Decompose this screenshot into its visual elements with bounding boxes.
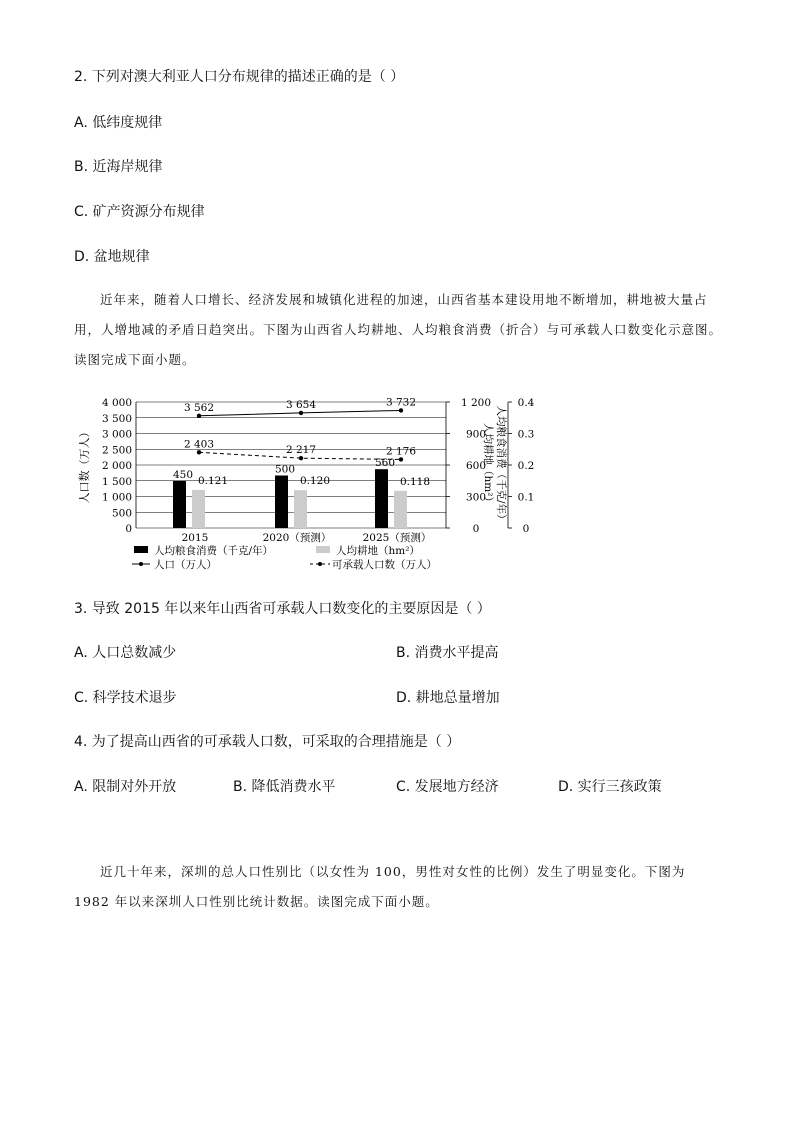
right-axis-1-tick-label: 300: [465, 491, 487, 504]
left-tick-label: 3 500: [101, 412, 132, 425]
left-axis-title: 人口数（万人）: [78, 426, 91, 504]
q4-stem: 4. 为了提高山西省的可承载人口数，可采取的合理措施是（ ）: [74, 734, 461, 750]
carrying-capacity-label: 2 403: [183, 438, 215, 451]
land-bar: [294, 490, 307, 528]
left-tick-label: 2 000: [101, 460, 132, 472]
legend-land-swatch: [316, 546, 330, 553]
q3-option-d: D. 耕地总量增加: [396, 690, 500, 706]
population-point: [299, 411, 303, 415]
left-tick-label: 1 000: [101, 491, 132, 504]
passage-shanxi: 近年来，随着人口增长、经济发展和城镇化进程的加速，山西省基本建设用地不断增加，耕地被大量占用，人增地减的矛盾日趋突出。下图为山西省人均耕地、人均粮食消费（折合）与可承载人口数变化示意图。读图完成下面小题。: [74, 292, 723, 367]
legend-population-label: 人口（万人）: [154, 559, 217, 571]
left-tick-label: 0: [125, 523, 132, 535]
legend-grain-swatch: [134, 546, 148, 553]
category-label: 2015: [181, 532, 209, 544]
right-axis-1-tick-label: 900: [465, 428, 487, 441]
q4-option-c: C. 发展地方经济: [396, 779, 499, 795]
legend-carrying-label: 可承载人口数（万人）: [332, 559, 437, 571]
q2-option-a: A. 低纬度规律: [74, 115, 163, 131]
grain-bar-label: 560: [374, 457, 396, 470]
population-label: 3 732: [385, 396, 417, 409]
right-axis-1-tick-label: 1 200: [460, 397, 492, 409]
grain-bar-label: 450: [172, 468, 194, 481]
legend-population-marker: [139, 562, 143, 566]
left-tick-label: 500: [111, 507, 132, 520]
q3-stem: 3. 导致 2015 年以来年山西省可承载人口数变化的主要原因是（ ）: [74, 601, 491, 617]
grain-bar: [275, 476, 288, 529]
q4-option-b: B. 降低消费水平: [233, 779, 336, 795]
grain-bar-label: 500: [274, 463, 296, 476]
q4-option-a: A. 限制对外开放: [74, 779, 177, 795]
category-label: 2020（预测）: [262, 532, 332, 544]
carrying-capacity-label: 2 176: [385, 445, 417, 458]
right-axis-2-tick-label: 0: [522, 523, 530, 535]
land-bar-label: 0.120: [299, 475, 331, 488]
left-tick-label: 3 000: [101, 428, 132, 441]
legend-grain-label: 人均粮食消费（千克/年）: [154, 545, 274, 557]
population-point: [197, 414, 201, 418]
population-label: 3 562: [183, 401, 215, 414]
carrying-capacity-label: 2 217: [285, 444, 317, 457]
right-axis-1-tick-label: 0: [472, 523, 480, 535]
category-label: 2025（预测）: [362, 532, 432, 544]
left-tick-label: 1 500: [101, 475, 132, 488]
right-axis-2-tick-label: 0.1: [517, 491, 535, 504]
left-tick-label: 2 500: [101, 444, 132, 457]
population-point: [399, 408, 403, 412]
land-bar-label: 0.118: [399, 475, 431, 488]
land-bar-label: 0.121: [197, 474, 229, 487]
legend-land-label: 人均耕地（hm²）: [336, 545, 420, 557]
q3-option-a: A. 人口总数减少: [74, 645, 177, 661]
q2-option-b: B. 近海岸规律: [74, 159, 163, 175]
land-bar: [394, 491, 407, 528]
q4-option-d: D. 实行三孩政策: [558, 779, 662, 795]
q3-option-b: B. 消费水平提高: [396, 645, 499, 661]
right-axis-2-tick-label: 0.4: [517, 397, 535, 409]
right-axis-1-title: 人均粮食消费（千克/年）: [495, 405, 507, 525]
q2-option-c: C. 矿产资源分布规律: [74, 204, 205, 220]
carrying-capacity-point: [399, 457, 403, 461]
legend-carrying-marker: [318, 562, 322, 566]
q2-option-d: D. 盆地规律: [74, 249, 150, 265]
population-label: 3 654: [285, 398, 317, 411]
carrying-capacity-point: [197, 450, 201, 454]
land-bar: [192, 490, 205, 528]
q2-stem: 2. 下列对澳大利亚人口分布规律的描述正确的是（ ）: [74, 69, 405, 85]
passage-shenzhen: 近几十年来，深圳的总人口性别比（以女性为 100，男性对女性的比例）发生了明显变化。下图为 1982 年以来深圳人口性别比统计数据。读图完成下面小题。: [74, 864, 686, 909]
grain-bar: [375, 469, 388, 528]
right-axis-1-tick-label: 600: [465, 460, 487, 472]
q3-option-c: C. 科学技术退步: [74, 690, 177, 706]
shanxi-chart: [74, 392, 544, 574]
carrying-capacity-point: [299, 456, 303, 460]
right-axis-2-tick-label: 0.2: [517, 460, 535, 472]
grain-bar: [173, 481, 186, 528]
right-axis-2-tick-label: 0.3: [517, 428, 535, 441]
right-axis-2-title: 人均耕地（hm²）: [482, 423, 494, 507]
left-tick-label: 4 000: [101, 397, 132, 409]
